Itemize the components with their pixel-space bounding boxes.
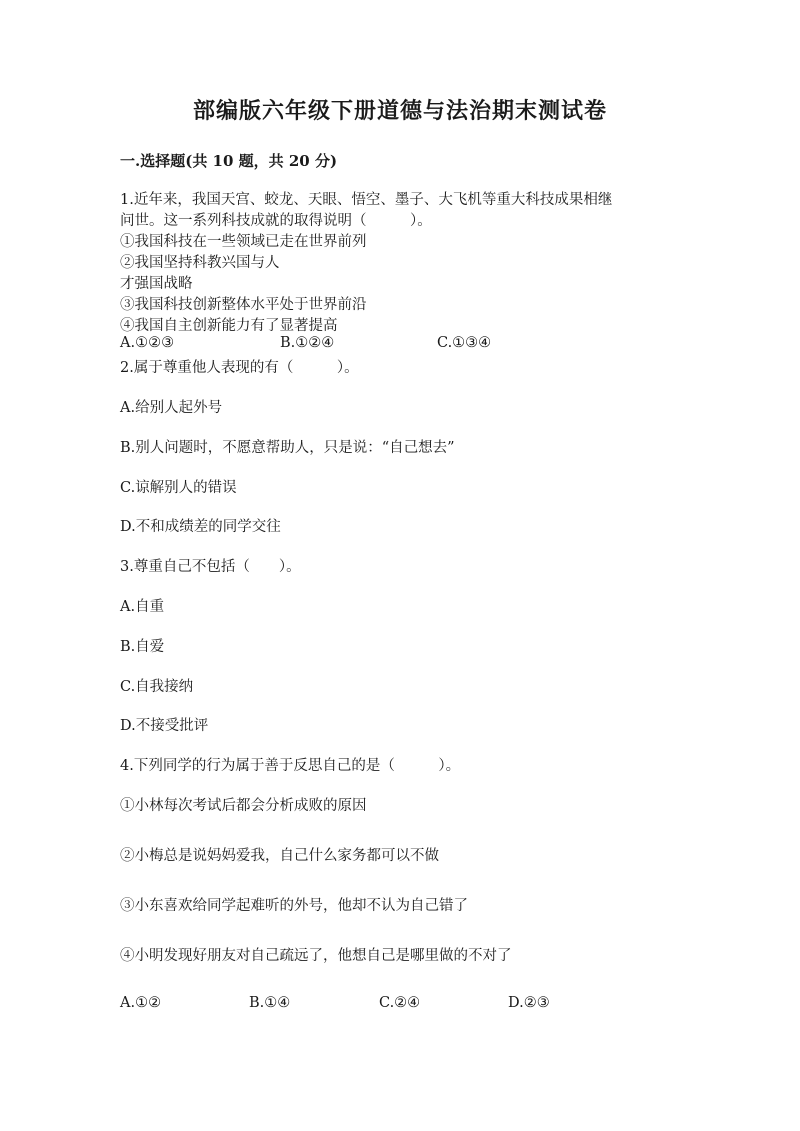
q4-item: ②小梅总是说妈妈爱我，自己什么家务都可以不做 xyxy=(120,848,439,864)
q2-stem: 2.属于尊重他人表现的有（ ）。 xyxy=(120,360,359,376)
q2-option-c[interactable]: C.谅解别人的错误 xyxy=(120,480,237,496)
q3-option-c[interactable]: C.自我接纳 xyxy=(120,679,194,695)
q1-item: ②我国坚持科教兴国与人 xyxy=(120,255,280,271)
q2-option-d[interactable]: D.不和成绩差的同学交往 xyxy=(120,519,281,535)
q2-option-a[interactable]: A.给别人起外号 xyxy=(120,400,223,416)
q3-stem: 3.尊重自己不包括（ ）。 xyxy=(120,559,301,575)
q1-stem-line1: 1.近年来，我国天宫、蛟龙、天眼、悟空、墨子、大飞机等重大科技成果相继 xyxy=(120,192,613,208)
q1-option-c[interactable]: C.①③④ xyxy=(437,335,492,351)
q3-option-a[interactable]: A.自重 xyxy=(120,599,165,615)
section-heading: 一.选择题(共 10 题，共 20 分) xyxy=(120,152,338,170)
q4-item: ③小东喜欢给同学起难听的外号，他却不认为自己错了 xyxy=(120,898,468,914)
q1-option-b[interactable]: B.①②④ xyxy=(280,335,335,351)
q1-item: 才强国战略 xyxy=(120,276,193,292)
q4-option-b[interactable]: B.①④ xyxy=(249,995,291,1011)
q1-option-a[interactable]: A.①②③ xyxy=(120,335,175,351)
q4-option-c[interactable]: C.②④ xyxy=(379,995,421,1011)
q1-item: ④我国自主创新能力有了显著提高 xyxy=(120,318,338,334)
q4-item: ④小明发现好朋友对自己疏远了，他想自己是哪里做的不对了 xyxy=(120,948,512,964)
q4-item: ①小林每次考试后都会分析成败的原因 xyxy=(120,798,367,814)
q2-option-b[interactable]: B.别人问题时，不愿意帮助人，只是说：“自己想去” xyxy=(120,440,455,456)
q4-stem: 4.下列同学的行为属于善于反思自己的是（ ）。 xyxy=(120,758,461,774)
page-title: 部编版六年级下册道德与法治期末测试卷 xyxy=(192,98,607,124)
q4-option-d[interactable]: D.②③ xyxy=(508,995,550,1011)
q3-option-b[interactable]: B.自爱 xyxy=(120,639,165,655)
q1-item: ①我国科技在一些领域已走在世界前列 xyxy=(120,234,367,250)
q1-stem-line2: 问世。这一系列科技成就的取得说明（ ）。 xyxy=(120,213,432,229)
q1-item: ③我国科技创新整体水平处于世界前沿 xyxy=(120,297,367,313)
q4-option-a[interactable]: A.①② xyxy=(120,995,162,1011)
q3-option-d[interactable]: D.不接受批评 xyxy=(120,718,209,734)
